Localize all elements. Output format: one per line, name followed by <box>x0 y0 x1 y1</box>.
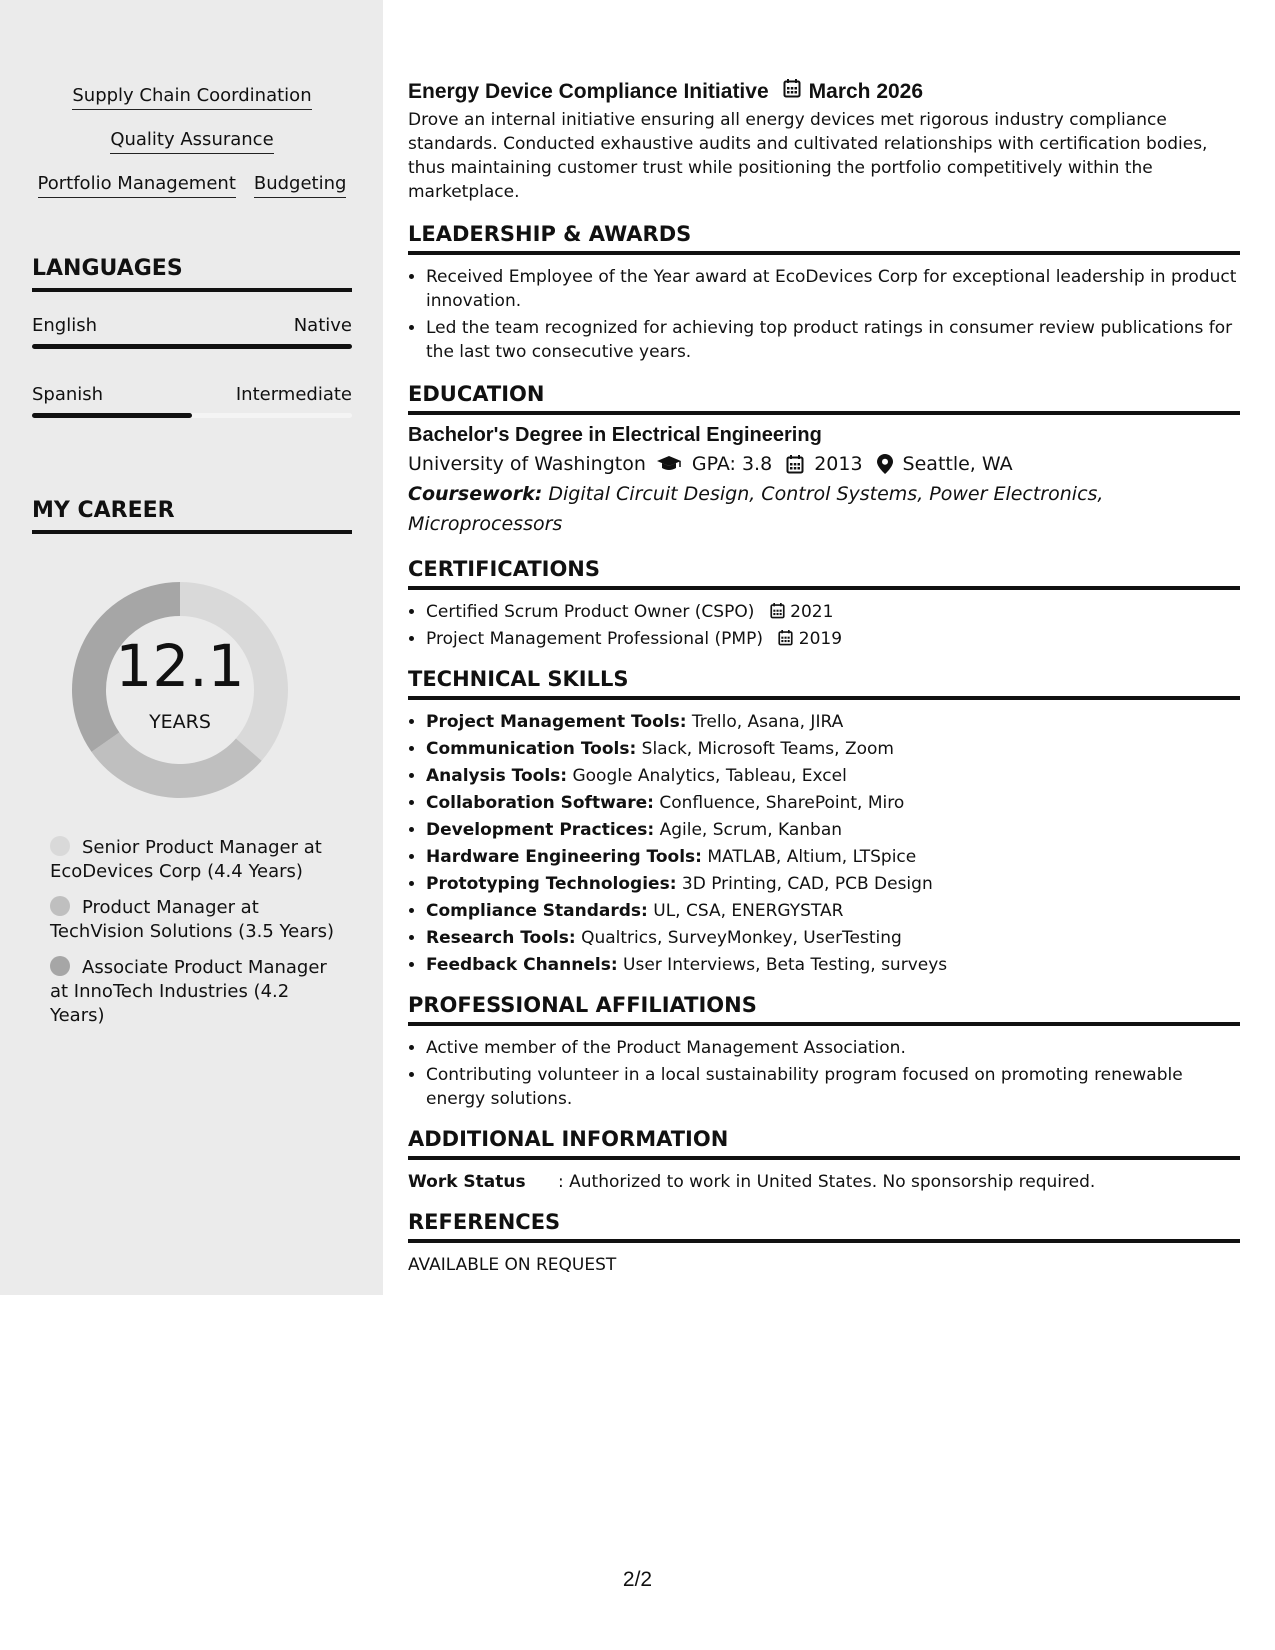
skill-values: User Interviews, Beta Testing, surveys <box>623 955 948 975</box>
list-item: • Active member of the Product Management Association. <box>426 1036 1240 1060</box>
skill-category: Project Management Tools: <box>426 712 687 732</box>
graduation-cap-icon <box>656 455 682 473</box>
skill-category: Hardware Engineering Tools: <box>426 847 702 867</box>
skill-item <box>426 764 1240 788</box>
affiliations-heading: PROFESSIONAL AFFILIATIONS <box>408 991 1240 1026</box>
career-donut-chart <box>60 570 300 810</box>
career-item <box>50 836 335 884</box>
technical-skills-list <box>408 710 1240 977</box>
work-status-value: : Authorized to work in United States. No sponsorship required. <box>558 1172 1096 1192</box>
skill-category: Research Tools: <box>426 928 576 948</box>
project-title: Energy Device Compliance Initiative <box>408 80 769 103</box>
language-bar-fill <box>32 344 352 349</box>
skill-values: Slack, Microsoft Teams, Zoom <box>641 739 894 759</box>
certification-year: 2021 <box>790 602 834 622</box>
calendar-icon <box>786 454 804 474</box>
skill-item <box>426 791 1240 815</box>
career-total-years: 12.1 <box>115 632 245 700</box>
skill-values: UL, CSA, ENERGYSTAR <box>653 901 844 921</box>
skill-values: 3D Printing, CAD, PCB Design <box>681 874 933 894</box>
language-name: Spanish <box>32 384 104 405</box>
skill-item <box>426 899 1240 923</box>
languages-heading: LANGUAGES <box>32 254 352 292</box>
project-description: Drove an internal initiative ensuring all energy devices met rigorous industry compliance standards. Conducted exhaustive audits and cultivated relationships with certification bodies, thus maintaining customer trust while positioning the portfolio competitively within the marketplace. <box>408 110 1208 202</box>
skill-item <box>426 953 1240 977</box>
calendar-icon <box>778 629 793 646</box>
language-bar-track <box>32 344 352 349</box>
language-bar-track <box>32 413 352 418</box>
technical-skills-heading: TECHNICAL SKILLS <box>408 665 1240 700</box>
certification-name: Certified Scrum Product Owner (CSPO) <box>426 602 755 622</box>
additional-info-heading: ADDITIONAL INFORMATION <box>408 1125 1240 1160</box>
location: Seattle, WA <box>902 453 1013 475</box>
donut-center <box>60 570 300 810</box>
skill-category: Communication Tools: <box>426 739 637 759</box>
skill-item <box>426 845 1240 869</box>
skill-tag: Budgeting <box>254 172 347 198</box>
skill-tag: Portfolio Management <box>38 172 236 198</box>
legend-dot <box>50 836 70 856</box>
language-name: English <box>32 315 97 336</box>
skill-values: Google Analytics, Tableau, Excel <box>572 766 847 786</box>
degree: Bachelor's Degree in Electrical Engineering <box>408 424 822 446</box>
career-label: Product Manager at TechVision Solutions (3.5 Years) <box>50 897 335 942</box>
work-status-row <box>408 1170 1240 1194</box>
skill-category: Development Practices: <box>426 820 655 840</box>
skill-row <box>32 128 352 154</box>
skill-item <box>426 926 1240 950</box>
skill-row <box>32 84 352 110</box>
skill-row <box>32 172 352 198</box>
skill-category: Compliance Standards: <box>426 901 648 921</box>
certification-year: 2019 <box>798 629 843 649</box>
skill-item <box>426 737 1240 761</box>
project-entry <box>408 78 1240 204</box>
skill-category: Collaboration Software: <box>426 793 654 813</box>
language-bar-fill <box>32 413 192 418</box>
page-number: 2/2 <box>622 1568 653 1591</box>
skill-values: Qualtrics, SurveyMonkey, UserTesting <box>581 928 902 948</box>
leadership-heading: LEADERSHIP & AWARDS <box>408 220 1240 255</box>
certifications-heading: CERTIFICATIONS <box>408 555 1240 590</box>
main-content <box>408 78 1240 1277</box>
career-item <box>50 956 335 1028</box>
education-entry <box>408 421 1240 539</box>
career-heading: MY CAREER <box>32 496 352 534</box>
career-label: Associate Product Manager at InnoTech Industries (4.2 Years) <box>50 957 327 1026</box>
career-years-unit: YEARS <box>149 711 211 733</box>
certifications-list <box>408 600 1240 651</box>
list-item <box>426 627 1240 651</box>
language-english <box>32 314 352 349</box>
calendar-icon <box>770 602 785 619</box>
language-spanish <box>32 383 352 418</box>
references-heading: REFERENCES <box>408 1208 1240 1243</box>
list-item: • Led the team recognized for achieving top product ratings in consumer review publications for the last two consecutive years. <box>426 316 1240 364</box>
project-header <box>408 78 1240 106</box>
skill-tags <box>32 84 352 216</box>
list-item: • Contributing volunteer in a local sustainability program focused on promoting renewable energy solutions. <box>426 1063 1240 1111</box>
education-heading: EDUCATION <box>408 380 1240 415</box>
skill-category: Prototyping Technologies: <box>426 874 677 894</box>
skill-item <box>426 872 1240 896</box>
references-text: AVAILABLE ON REQUEST <box>408 1255 617 1275</box>
language-level: Native <box>293 315 352 336</box>
career-legend <box>50 836 335 1040</box>
list-item: • Received Employee of the Year award at EcoDevices Corp for exceptional leadership in product innovation. <box>426 265 1240 313</box>
skill-tag: Quality Assurance <box>110 128 273 154</box>
certification-name: Project Management Professional (PMP) <box>426 629 763 649</box>
career-label: Senior Product Manager at EcoDevices Corp (4.4 Years) <box>50 837 322 882</box>
graduation-year: 2013 <box>814 453 863 475</box>
language-level: Intermediate <box>235 384 352 405</box>
work-status-label: Work Status <box>408 1172 526 1192</box>
leadership-list <box>408 265 1240 364</box>
skill-values: Trello, Asana, JIRA <box>691 712 844 732</box>
coursework-list: Digital Circuit Design, Control Systems, Power Electronics, Microprocessors <box>408 483 1104 535</box>
calendar-icon <box>783 78 801 106</box>
career-item <box>50 896 335 944</box>
project-date: March 2026 <box>808 80 924 103</box>
location-pin-icon <box>877 454 893 474</box>
coursework-label: Coursework: <box>408 483 543 505</box>
sidebar <box>0 0 383 1295</box>
legend-dot <box>50 956 70 976</box>
skill-item <box>426 710 1240 734</box>
skill-item <box>426 818 1240 842</box>
gpa: GPA: 3.8 <box>691 453 773 475</box>
legend-dot <box>50 896 70 916</box>
coursework <box>408 479 1240 539</box>
affiliations-list <box>408 1036 1240 1111</box>
skill-values: Agile, Scrum, Kanban <box>659 820 843 840</box>
skill-category: Analysis Tools: <box>426 766 568 786</box>
skill-tag: Supply Chain Coordination <box>72 84 311 110</box>
skill-values: MATLAB, Altium, LTSpice <box>707 847 917 867</box>
skill-category: Feedback Channels: <box>426 955 618 975</box>
education-meta <box>408 449 1240 479</box>
school: University of Washington <box>408 453 646 475</box>
skill-values: Confluence, SharePoint, Miro <box>659 793 905 813</box>
list-item <box>426 600 1240 624</box>
